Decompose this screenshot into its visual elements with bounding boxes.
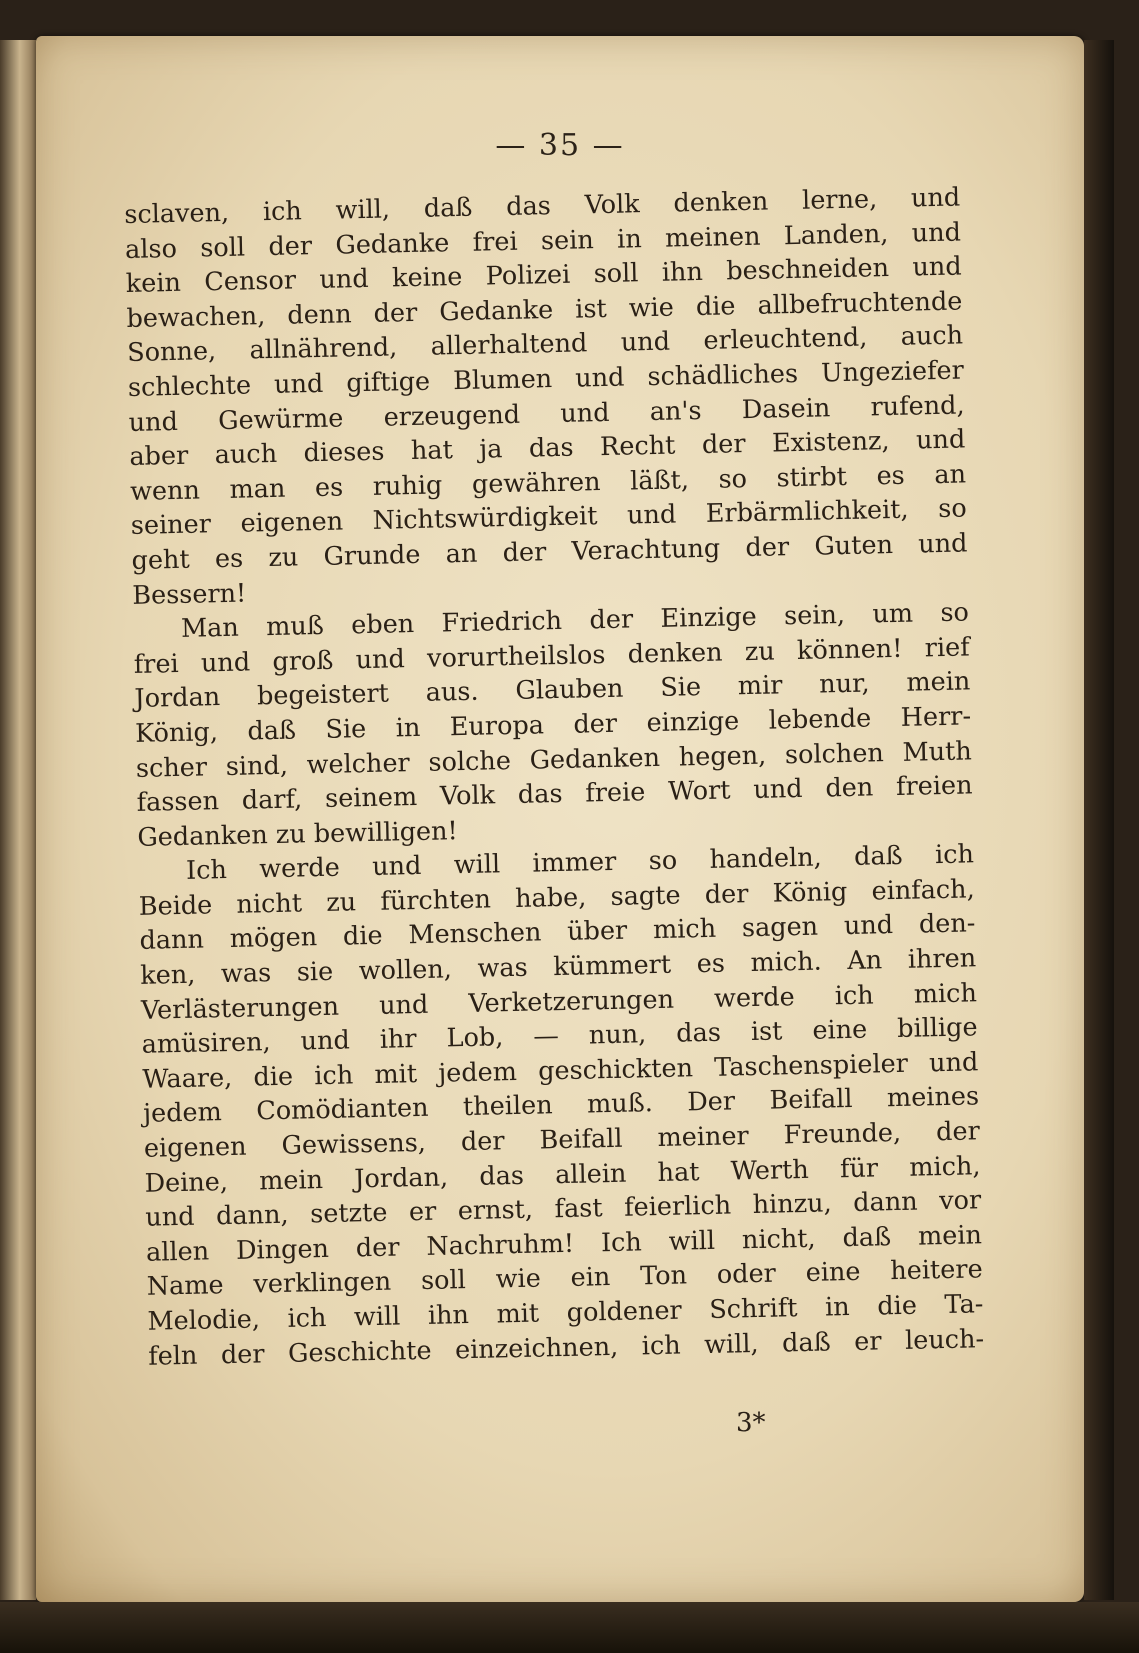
text-line: Sonne, allnährend, allerhaltend und erleuchtend, auch — [126, 320, 964, 369]
text-line: Ich werde und will immer so handeln, daß ich — [185, 839, 975, 887]
text-line: König, daß Sie in Europa der einzige lebende Herr- — [134, 701, 972, 749]
book-cover-edge — [1084, 40, 1114, 1600]
text-line: dann mögen die Menschen über mich sagen und den- — [139, 908, 976, 957]
text-line: Waare, die ich mit jedem geschickten Taschenspieler und — [142, 1047, 979, 1095]
text-line: Verlästerungen und Verketzerungen werde ich mich — [140, 977, 978, 1026]
text-line: Name verklingen soll wie ein Ton oder eine heitere — [146, 1254, 983, 1303]
text-line: seiner eigenen Nichtswürdigkeit und Erbärmlichkeit, so — [130, 493, 968, 542]
text-line: also soll der Gedanke frei sein in meinen Landen, und — [124, 217, 962, 265]
text-line: Jordan begeistert aus. Glauben Sie mir nur, mein — [134, 666, 971, 715]
body-text — [124, 180, 984, 1373]
text-line: Melodie, ich will ihn mit goldener Schrift in die Ta- — [147, 1289, 984, 1337]
text-line: fassen darf, seinem Volk das freie Wort und den freien — [136, 770, 973, 818]
text-line: Deine, mein Jordan, das allein hat Werth für mich, — [144, 1150, 981, 1199]
page-number: — 35 — — [495, 128, 625, 163]
signature-mark: 3* — [736, 1408, 766, 1438]
text-line: aber auch dieses hat ja das Recht der Existenz, und — [129, 424, 966, 473]
text-line: ken, was sie wollen, was kümmert es mich. An ihren — [139, 943, 977, 991]
text-line: geht es zu Grunde an der Verachtung der Guten und — [131, 528, 968, 576]
text-line: Beide nicht zu fürchten habe, sagte der König einfach, — [138, 874, 975, 922]
text-line: jedem Comödianten theilen muß. Der Beifall meines — [142, 1081, 980, 1130]
text-line: sclaven, ich will, daß das Volk denken lerne, und — [124, 182, 961, 230]
book-bottom-edge — [0, 1602, 1139, 1653]
text-line: bewachen, denn der Gedanke ist wie die allbefruchtende — [126, 286, 963, 334]
text-line: allen Dingen der Nachruhm! Ich will nicht, daß mein — [145, 1220, 983, 1268]
text-line: wenn man es ruhig gewähren läßt, so stirbt es an — [129, 459, 967, 507]
text-line: Gedanken zu bewilligen! — [137, 815, 459, 853]
text-line: und dann, setzte er ernst, fast feierlich hinzu, dann vor — [145, 1185, 982, 1233]
text-line: schlechte und giftige Blumen und schädliches Ungeziefer — [127, 355, 965, 403]
text-line: feln der Geschichte einzeichnen, ich will, daß er leuch- — [147, 1323, 985, 1372]
text-line: scher sind, welcher solche Gedanken hegen, solchen Muth — [135, 735, 973, 784]
text-line: und Gewürme erzeugend und an's Dasein rufend, — [128, 390, 965, 438]
text-line: amüsiren, und ihr Lob, — nun, das ist eine billige — [141, 1012, 978, 1061]
text-line: Bessern! — [132, 578, 247, 611]
text-line: Man muß eben Friedrich der Einzige sein, um so — [180, 597, 970, 645]
text-line: eigenen Gewissens, der Beifall meiner Freunde, der — [143, 1116, 981, 1164]
previous-page-edge — [0, 40, 36, 1600]
text-line: frei und groß und vorurtheilslos denken zu können! rief — [133, 632, 970, 680]
text-line: kein Censor und keine Polizei soll ihn beschneiden und — [125, 251, 962, 300]
book-page — [36, 36, 1084, 1602]
